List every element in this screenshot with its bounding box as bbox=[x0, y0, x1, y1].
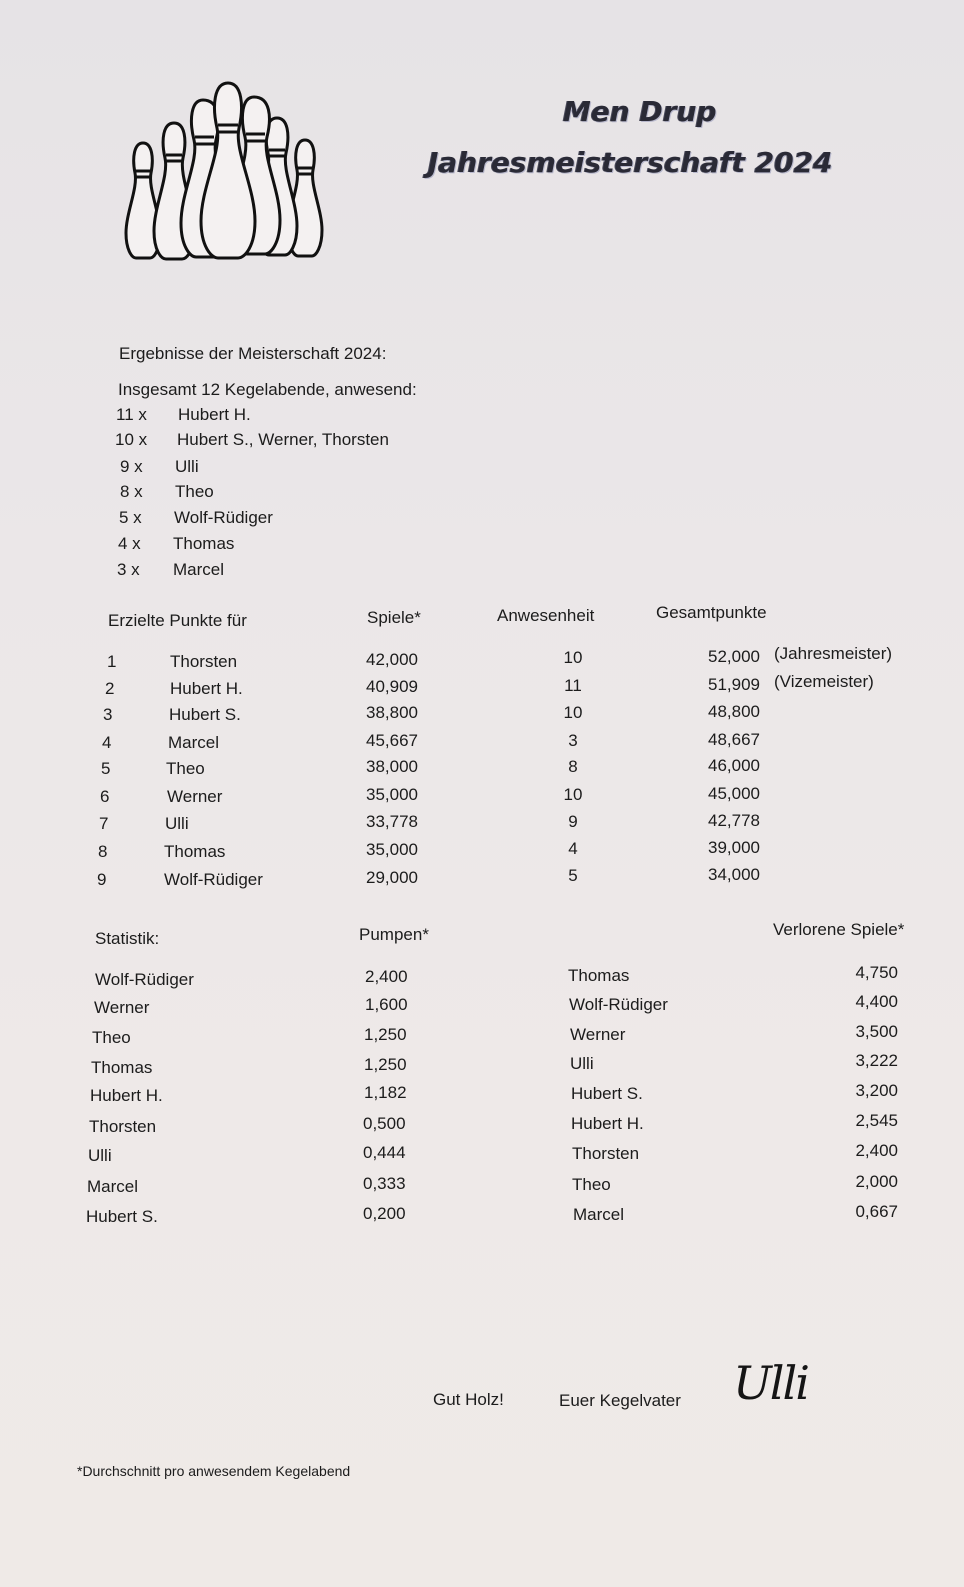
anwesenheit-cell: 3 bbox=[568, 731, 578, 750]
results-heading: Ergebnisse der Meisterschaft 2024: bbox=[119, 344, 387, 363]
attendance-count: 4 x bbox=[118, 534, 141, 553]
attendance-names: Thomas bbox=[173, 534, 235, 553]
spiele-cell: 40,909 bbox=[366, 677, 418, 696]
bowling-pins-icon bbox=[118, 78, 333, 263]
gesamtpunkte-header: Gesamtpunkte bbox=[656, 603, 767, 622]
verloren-name: Hubert S. bbox=[571, 1084, 643, 1103]
pumpen-value: 2,400 bbox=[365, 967, 408, 986]
pumpen-name: Ulli bbox=[88, 1146, 112, 1165]
player-name-cell: Theo bbox=[166, 759, 205, 778]
player-name-cell: Thomas bbox=[164, 842, 226, 861]
verloren-header: Verlorene Spiele* bbox=[773, 920, 905, 939]
attendance-count: 9 x bbox=[120, 457, 143, 476]
rank-cell: 3 bbox=[103, 705, 113, 724]
anwesenheit-cell: 10 bbox=[563, 785, 583, 804]
title-line-1: Men Drup bbox=[563, 95, 717, 128]
gesamtpunkte-cell: 52,000 bbox=[708, 647, 760, 666]
verloren-name: Marcel bbox=[573, 1205, 625, 1224]
spiele-cell: 38,000 bbox=[366, 757, 418, 776]
rank-cell: 7 bbox=[99, 814, 109, 833]
gesamtpunkte-cell: 34,000 bbox=[708, 865, 760, 884]
anwesenheit-cell: 10 bbox=[563, 703, 583, 722]
player-name-cell: Hubert S. bbox=[169, 705, 241, 724]
pumpen-value: 1,250 bbox=[364, 1055, 407, 1074]
pumpen-value: 0,500 bbox=[363, 1114, 406, 1133]
points-label-header: Erzielte Punkte für bbox=[108, 611, 247, 630]
pumpen-name: Thorsten bbox=[89, 1117, 157, 1136]
pumpen-value: 1,182 bbox=[364, 1083, 407, 1102]
pumpen-name: Werner bbox=[94, 998, 150, 1017]
rank-cell: 9 bbox=[97, 870, 107, 889]
attendance-count: 10 x bbox=[115, 430, 148, 449]
title-note-cell: (Jahresmeister) bbox=[774, 644, 893, 663]
attendance-names: Theo bbox=[175, 482, 214, 501]
pumpen-value: 1,250 bbox=[364, 1025, 407, 1044]
signature: Ulli bbox=[733, 1356, 808, 1410]
rank-cell: 4 bbox=[102, 733, 112, 752]
gesamtpunkte-cell: 48,667 bbox=[708, 730, 760, 749]
player-name-cell: Wolf-Rüdiger bbox=[164, 870, 263, 889]
attendance-count: 11 x bbox=[116, 405, 147, 424]
pumpen-value: 0,333 bbox=[363, 1174, 406, 1193]
footnote: *Durchschnitt pro anwesendem Kegelabend bbox=[77, 1463, 351, 1479]
verloren-value: 0,667 bbox=[855, 1202, 898, 1221]
pumpen-header: Pumpen* bbox=[359, 925, 429, 944]
verloren-name: Ulli bbox=[570, 1054, 594, 1073]
pumpen-value: 1,600 bbox=[365, 995, 408, 1014]
spiele-cell: 35,000 bbox=[366, 785, 418, 804]
pumpen-name: Thomas bbox=[91, 1058, 153, 1077]
rank-cell: 5 bbox=[101, 759, 111, 778]
statistics-label: Statistik: bbox=[95, 929, 160, 948]
gesamtpunkte-cell: 45,000 bbox=[708, 784, 760, 803]
pumpen-value: 0,200 bbox=[363, 1204, 406, 1223]
attendance-names: Wolf-Rüdiger bbox=[174, 508, 273, 527]
attendance-names: Ulli bbox=[175, 457, 199, 476]
spiele-cell: 35,000 bbox=[366, 840, 418, 859]
attendance-count: 3 x bbox=[117, 560, 140, 579]
rank-cell: 1 bbox=[107, 652, 117, 671]
attendance-heading: Insgesamt 12 Kegelabende, anwesend: bbox=[118, 380, 417, 399]
gesamtpunkte-cell: 48,800 bbox=[708, 702, 760, 721]
pumpen-name: Hubert S. bbox=[86, 1207, 158, 1226]
rank-cell: 2 bbox=[105, 679, 115, 698]
verloren-value: 4,750 bbox=[855, 963, 898, 982]
verloren-name: Werner bbox=[570, 1025, 626, 1044]
verloren-name: Thorsten bbox=[572, 1144, 640, 1163]
pumpen-name: Marcel bbox=[87, 1177, 139, 1196]
verloren-name: Hubert H. bbox=[571, 1114, 644, 1133]
verloren-value: 3,222 bbox=[855, 1051, 898, 1070]
gesamtpunkte-cell: 46,000 bbox=[708, 756, 760, 775]
closing-greeting: Gut Holz! bbox=[433, 1390, 504, 1409]
anwesenheit-cell: 10 bbox=[563, 648, 583, 667]
verloren-value: 2,545 bbox=[855, 1111, 898, 1130]
gesamtpunkte-cell: 39,000 bbox=[708, 838, 760, 857]
player-name-cell: Werner bbox=[167, 787, 223, 806]
pumpen-name: Theo bbox=[92, 1028, 131, 1047]
player-name-cell: Thorsten bbox=[170, 652, 238, 671]
anwesenheit-cell: 5 bbox=[568, 866, 578, 885]
attendance-count: 5 x bbox=[119, 508, 142, 527]
player-name-cell: Hubert H. bbox=[170, 679, 243, 698]
attendance-names: Marcel bbox=[173, 560, 225, 579]
anwesenheit-cell: 8 bbox=[568, 757, 578, 776]
spiele-cell: 29,000 bbox=[366, 868, 418, 887]
anwesenheit-header: Anwesenheit bbox=[497, 606, 595, 625]
verloren-name: Thomas bbox=[568, 966, 630, 985]
verloren-value: 2,400 bbox=[855, 1141, 898, 1160]
spiele-cell: 42,000 bbox=[366, 650, 418, 669]
attendance-count: 8 x bbox=[120, 482, 143, 501]
gesamtpunkte-cell: 51,909 bbox=[708, 675, 760, 694]
anwesenheit-cell: 11 bbox=[564, 676, 582, 695]
closing-sender: Euer Kegelvater bbox=[559, 1391, 681, 1410]
title-line-2: Jahresmeisterschaft 2024 bbox=[428, 146, 833, 179]
spiele-cell: 38,800 bbox=[366, 703, 418, 722]
verloren-name: Theo bbox=[572, 1175, 611, 1194]
pumpen-name: Hubert H. bbox=[90, 1086, 163, 1105]
attendance-names: Hubert H. bbox=[178, 405, 251, 424]
anwesenheit-cell: 9 bbox=[568, 812, 578, 831]
title-note-cell: (Vizemeister) bbox=[774, 672, 874, 691]
spiele-cell: 33,778 bbox=[366, 812, 418, 831]
rank-cell: 6 bbox=[100, 787, 110, 806]
verloren-value: 4,400 bbox=[855, 992, 898, 1011]
spiele-cell: 45,667 bbox=[366, 731, 418, 750]
verloren-value: 2,000 bbox=[855, 1172, 898, 1191]
spiele-header: Spiele* bbox=[367, 608, 421, 627]
pumpen-value: 0,444 bbox=[363, 1143, 406, 1162]
rank-cell: 8 bbox=[98, 842, 108, 861]
player-name-cell: Marcel bbox=[168, 733, 220, 752]
pumpen-name: Wolf-Rüdiger bbox=[95, 970, 194, 989]
verloren-value: 3,200 bbox=[855, 1081, 898, 1100]
verloren-name: Wolf-Rüdiger bbox=[569, 995, 668, 1014]
anwesenheit-cell: 4 bbox=[568, 839, 578, 858]
verloren-value: 3,500 bbox=[855, 1022, 898, 1041]
player-name-cell: Ulli bbox=[165, 814, 189, 833]
attendance-names: Hubert S., Werner, Thorsten bbox=[177, 430, 389, 449]
gesamtpunkte-cell: 42,778 bbox=[708, 811, 760, 830]
